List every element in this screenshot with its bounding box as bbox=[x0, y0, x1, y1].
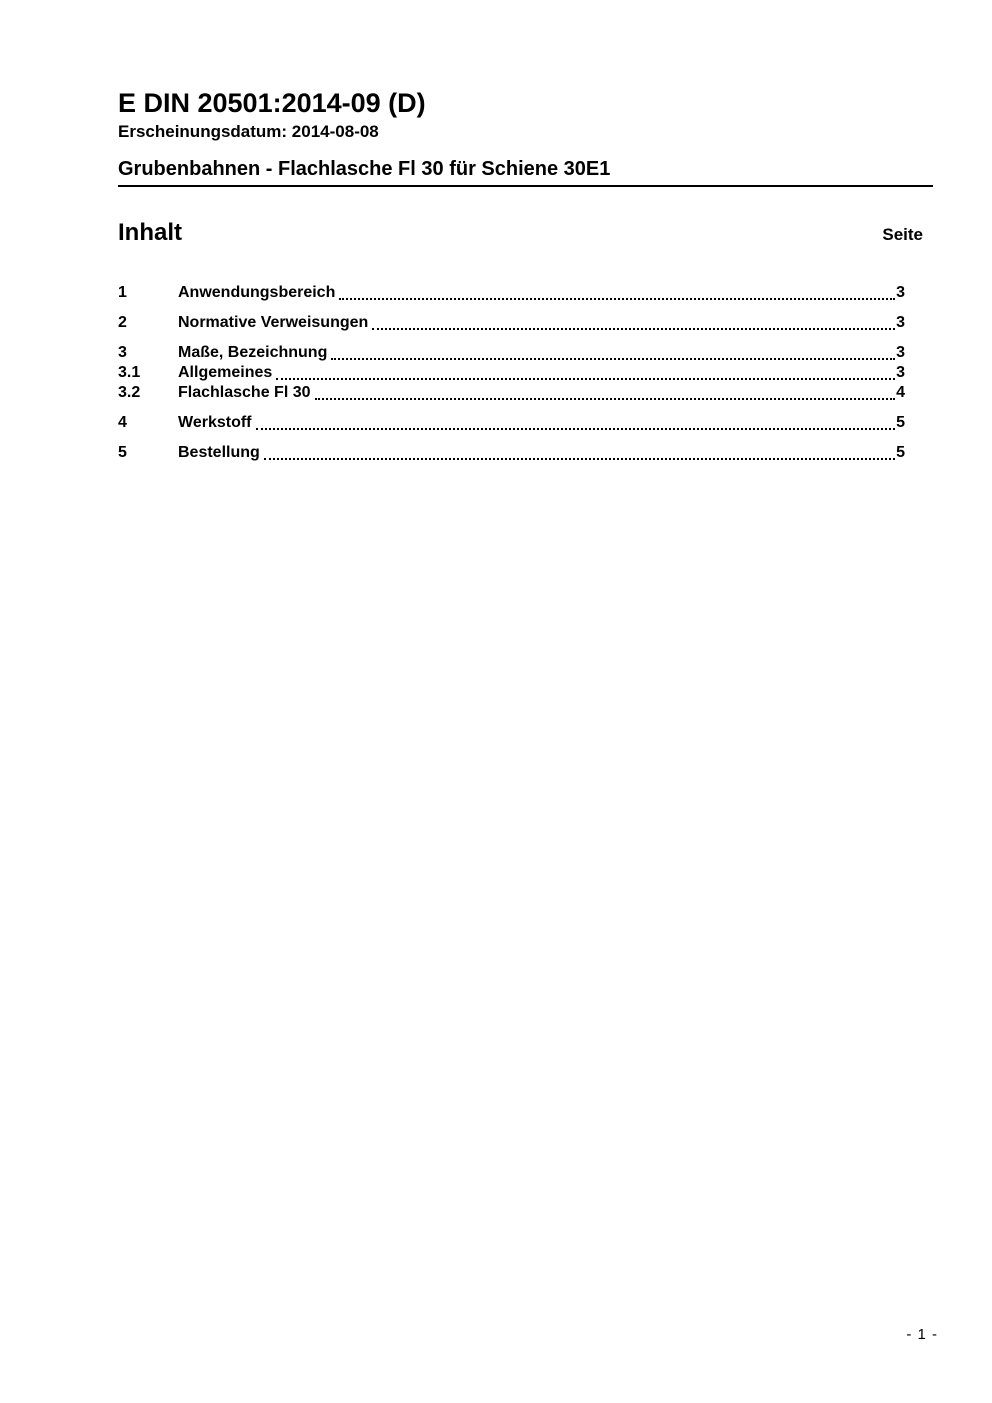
toc-entry-number: 5 bbox=[118, 444, 127, 461]
toc-entry-number: 4 bbox=[118, 414, 127, 431]
toc-entry bbox=[118, 343, 905, 363]
toc-entry-page: 3 bbox=[896, 344, 905, 361]
page-number: - 1 - bbox=[906, 1326, 938, 1343]
toc-entry bbox=[118, 443, 905, 463]
toc-entry bbox=[118, 413, 905, 433]
toc-entry-title: Bestellung bbox=[178, 444, 260, 461]
toc-entry-page: 3 bbox=[896, 314, 905, 331]
toc-entry bbox=[118, 363, 905, 383]
toc-leader-dots bbox=[339, 283, 895, 300]
toc-entry-page: 3 bbox=[896, 364, 905, 381]
toc-entry-number: 3.1 bbox=[118, 364, 141, 381]
toc-leader-dots bbox=[276, 363, 895, 380]
toc-entry-number: 3 bbox=[118, 344, 127, 361]
toc-entry-title: Anwendungsbereich bbox=[178, 284, 336, 301]
toc-entry-number: 3.2 bbox=[118, 384, 141, 401]
toc-entry-title: Werkstoff bbox=[178, 414, 252, 431]
toc-entry-title: Normative Verweisungen bbox=[178, 314, 369, 331]
toc-entry-page: 4 bbox=[896, 384, 905, 401]
toc-leader-dots bbox=[256, 413, 896, 430]
document-subtitle: Grubenbahnen - Flachlasche Fl 30 für Schiene 30E1 bbox=[118, 158, 611, 180]
toc-entry-title: Flachlasche Fl 30 bbox=[178, 384, 311, 401]
toc-entry-page: 3 bbox=[896, 284, 905, 301]
toc-heading: Inhalt bbox=[118, 219, 182, 246]
table-of-contents bbox=[118, 283, 905, 463]
toc-leader-dots bbox=[264, 443, 895, 460]
toc-leader-dots bbox=[315, 383, 896, 400]
toc-leader-dots bbox=[372, 313, 895, 330]
toc-entry bbox=[118, 283, 905, 303]
toc-leader-dots bbox=[331, 343, 895, 360]
toc-entry bbox=[118, 383, 905, 403]
toc-entry-page: 5 bbox=[896, 444, 905, 461]
toc-entry-title: Allgemeines bbox=[178, 364, 273, 381]
toc-page-column-label: Seite bbox=[882, 225, 923, 244]
document-title: E DIN 20501:2014-09 (D) bbox=[118, 88, 426, 118]
publication-date: Erscheinungsdatum: 2014-08-08 bbox=[118, 122, 379, 141]
toc-entry bbox=[118, 313, 905, 333]
document-header bbox=[118, 88, 933, 187]
toc-entry-title: Maße, Bezeichnung bbox=[178, 344, 328, 361]
toc-entry-page: 5 bbox=[896, 414, 905, 431]
toc-entry-number: 2 bbox=[118, 314, 127, 331]
title-divider-rule bbox=[118, 185, 933, 187]
toc-header-row bbox=[118, 220, 923, 246]
toc-entry-number: 1 bbox=[118, 284, 127, 301]
